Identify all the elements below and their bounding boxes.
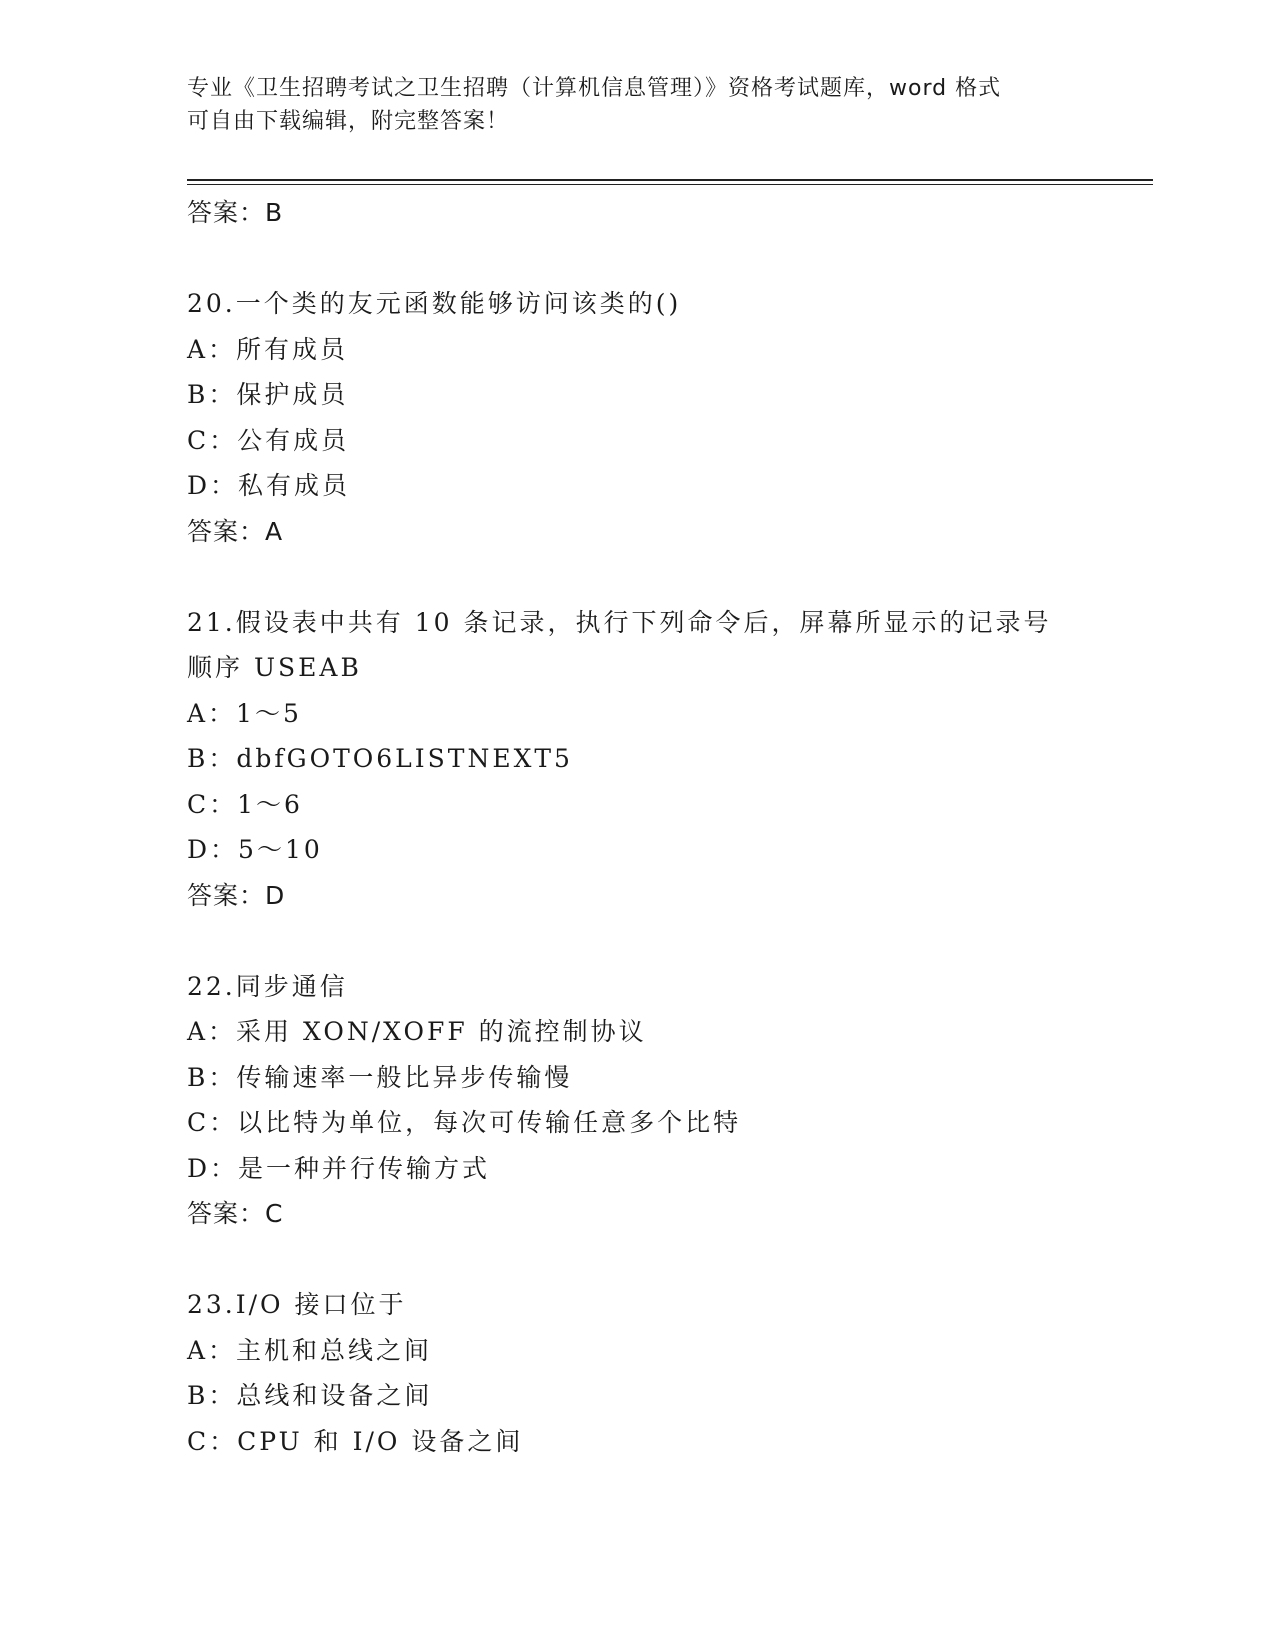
answer-line: 答案：B [187, 198, 284, 227]
answer-line: 答案：A [187, 516, 284, 546]
spacer [187, 918, 1087, 964]
question-text: 23.I/O 接口位于 [187, 1290, 407, 1319]
question-text: 22.同步通信 [187, 971, 348, 1001]
question-text: 21.假设表中共有 10 条记录，执行下列命令后，屏幕所显示的记录号 [187, 607, 1052, 637]
question-text-continued: 顺序 USEAB [187, 653, 362, 682]
option-a: A：采用 XON/XOFF 的流控制协议 [187, 1017, 647, 1046]
option-d: D：5～10 [187, 835, 323, 864]
header-line-2: 可自由下载编辑，附完整答案！ [187, 109, 510, 134]
question-list [187, 190, 1087, 1464]
question-text: 20.一个类的友元函数能够访问该类的() [187, 289, 682, 318]
question-block [187, 1282, 1087, 1464]
option-b: B：传输速率一般比异步传输慢 [187, 1062, 573, 1092]
question-block [187, 281, 1087, 554]
option-b: B：保护成员 [187, 380, 349, 409]
option-a: A：1～5 [187, 698, 302, 728]
spacer [187, 236, 1087, 282]
option-c: C：CPU 和 I/O 设备之间 [187, 1426, 524, 1456]
header-divider-thin [187, 184, 1153, 185]
option-c: C：1～6 [187, 789, 303, 819]
option-c: C：以比特为单位，每次可传输任意多个比特 [187, 1108, 742, 1137]
answer-line: 答案：D [187, 880, 286, 910]
answer-line: 答案：C [187, 1199, 284, 1228]
option-c: C：公有成员 [187, 425, 350, 455]
question-block [187, 964, 1087, 1237]
option-a: A：主机和总线之间 [187, 1335, 433, 1365]
option-b: B：dbfGOTO6LISTNEXT5 [187, 744, 573, 773]
option-d: D：是一种并行传输方式 [187, 1153, 491, 1183]
spacer [187, 1237, 1087, 1283]
spacer [187, 554, 1087, 600]
option-a: A：所有成员 [187, 334, 349, 364]
document-header [187, 72, 1087, 138]
option-b: B：总线和设备之间 [187, 1381, 433, 1410]
option-d: D：私有成员 [187, 471, 351, 500]
header-divider-thick [187, 179, 1153, 181]
header-line-1: 专业《卫生招聘考试之卫生招聘（计算机信息管理）》资格考试题库，word 格式 [187, 76, 1002, 101]
question-block [187, 600, 1087, 919]
